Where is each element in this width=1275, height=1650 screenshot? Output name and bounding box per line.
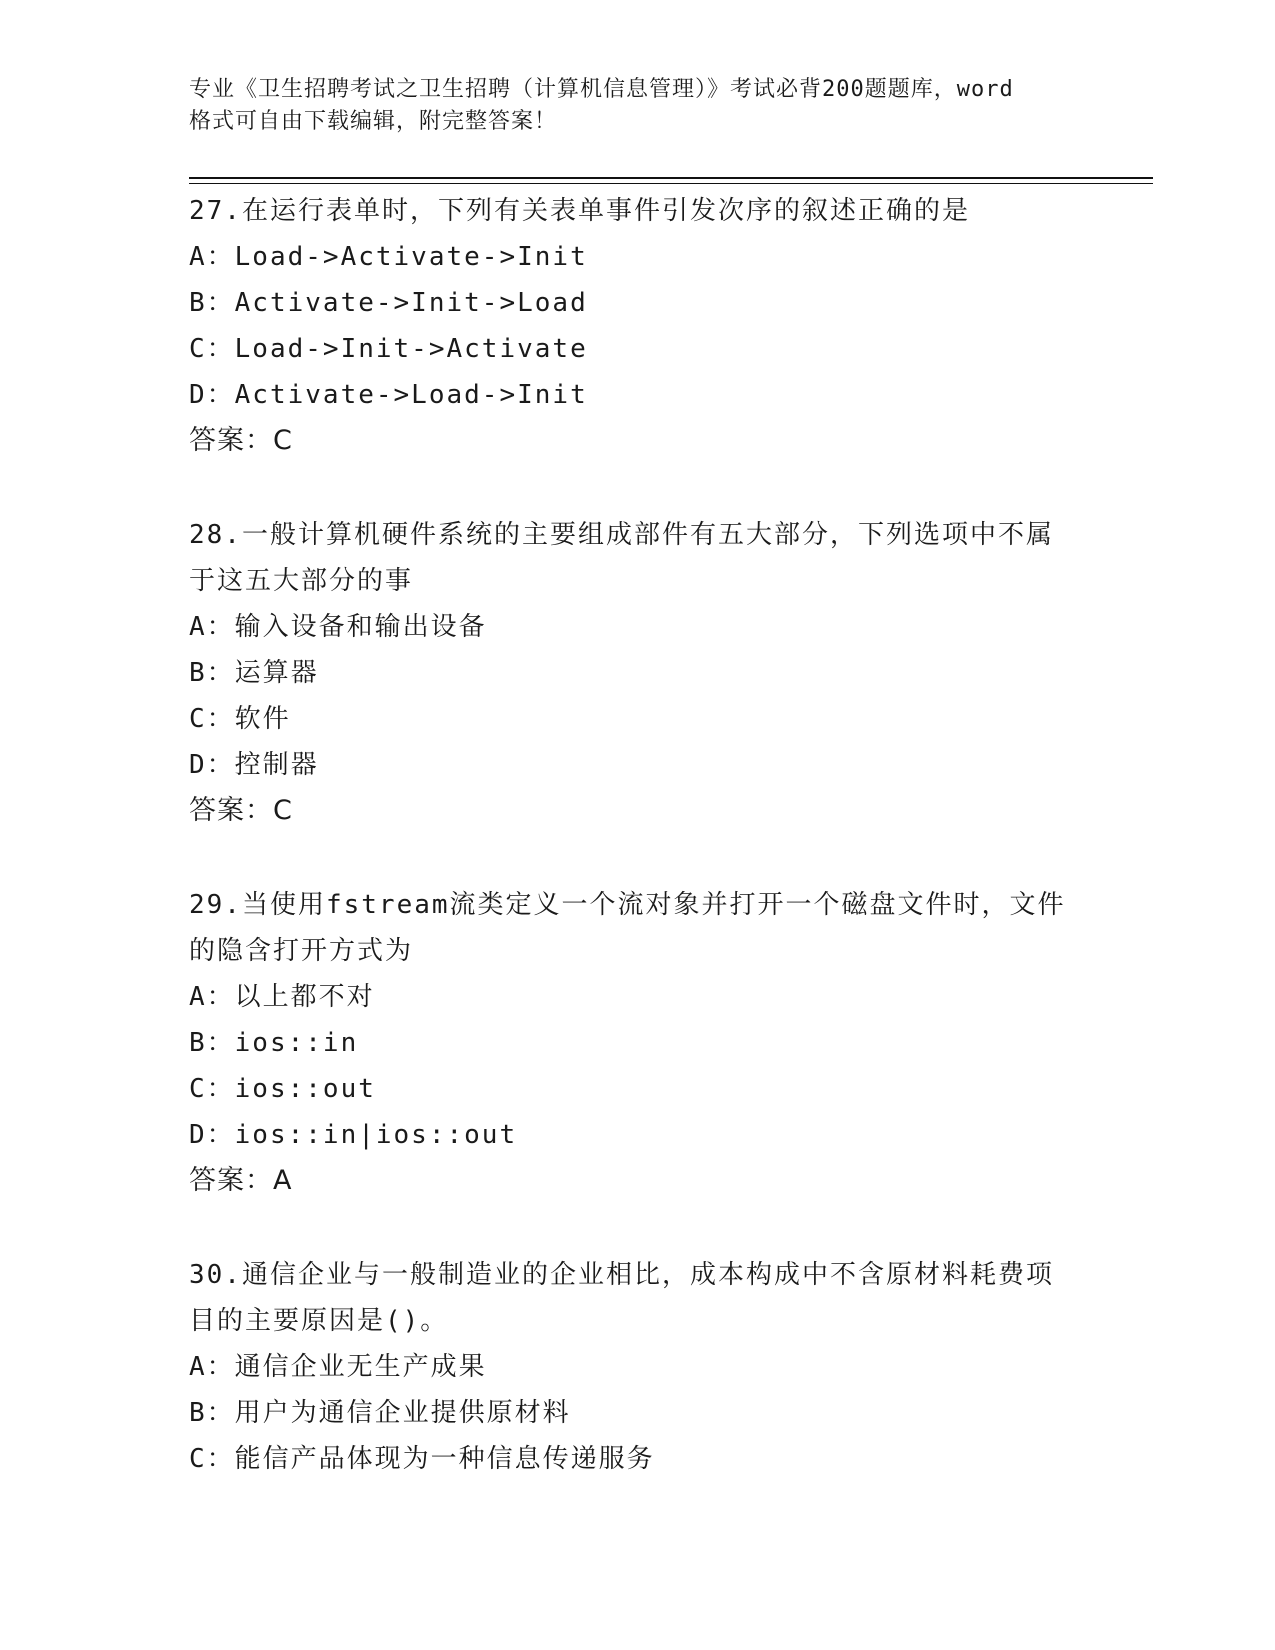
- option-b: B：ios::in: [189, 1028, 359, 1058]
- question-30: [189, 1252, 1089, 1482]
- option-a: A：以上都不对: [189, 982, 375, 1012]
- question-stem: 29.当使用fstream流类定义一个流对象并打开一个磁盘文件时，文件的隐含打开方式为: [189, 890, 1066, 966]
- document-header: [189, 74, 1089, 138]
- question-stem: 30.通信企业与一般制造业的企业相比，成本构成中不含原材料耗费项目的主要原因是()。: [189, 1260, 1054, 1336]
- question-list: [189, 188, 1089, 1530]
- option-d: D：控制器: [189, 750, 319, 780]
- option-c: C：ios::out: [189, 1074, 376, 1104]
- question-27: [189, 188, 1089, 464]
- option-c: C：软件: [189, 704, 291, 734]
- option-b: B：运算器: [189, 658, 319, 688]
- answer-text: 答案：C: [189, 425, 293, 456]
- option-c: C：能信产品体现为一种信息传递服务: [189, 1444, 655, 1474]
- answer-text: 答案：C: [189, 795, 293, 826]
- option-d: D：ios::in|ios::out: [189, 1120, 518, 1150]
- header-line-2: 格式可自由下载编辑，附完整答案！: [189, 109, 558, 134]
- option-b: B：Activate->Init->Load: [189, 288, 588, 318]
- option-a: A：Load->Activate->Init: [189, 242, 588, 272]
- option-b: B：用户为通信企业提供原材料: [189, 1398, 571, 1428]
- header-divider-thin: [189, 183, 1153, 184]
- option-a: A：通信企业无生产成果: [189, 1352, 487, 1382]
- header-line-1: 专业《卫生招聘考试之卫生招聘（计算机信息管理）》考试必背200题题库，word: [189, 77, 1014, 102]
- header-divider-thick: [189, 177, 1153, 179]
- option-a: A：输入设备和输出设备: [189, 612, 487, 642]
- question-29: [189, 882, 1089, 1204]
- question-stem: 27.在运行表单时，下列有关表单事件引发次序的叙述正确的是: [189, 196, 970, 226]
- question-28: [189, 512, 1089, 834]
- option-d: D：Activate->Load->Init: [189, 380, 588, 410]
- question-stem: 28.一般计算机硬件系统的主要组成部件有五大部分，下列选项中不属于这五大部分的事: [189, 520, 1054, 596]
- option-c: C：Load->Init->Activate: [189, 334, 588, 364]
- answer-text: 答案：A: [189, 1165, 293, 1196]
